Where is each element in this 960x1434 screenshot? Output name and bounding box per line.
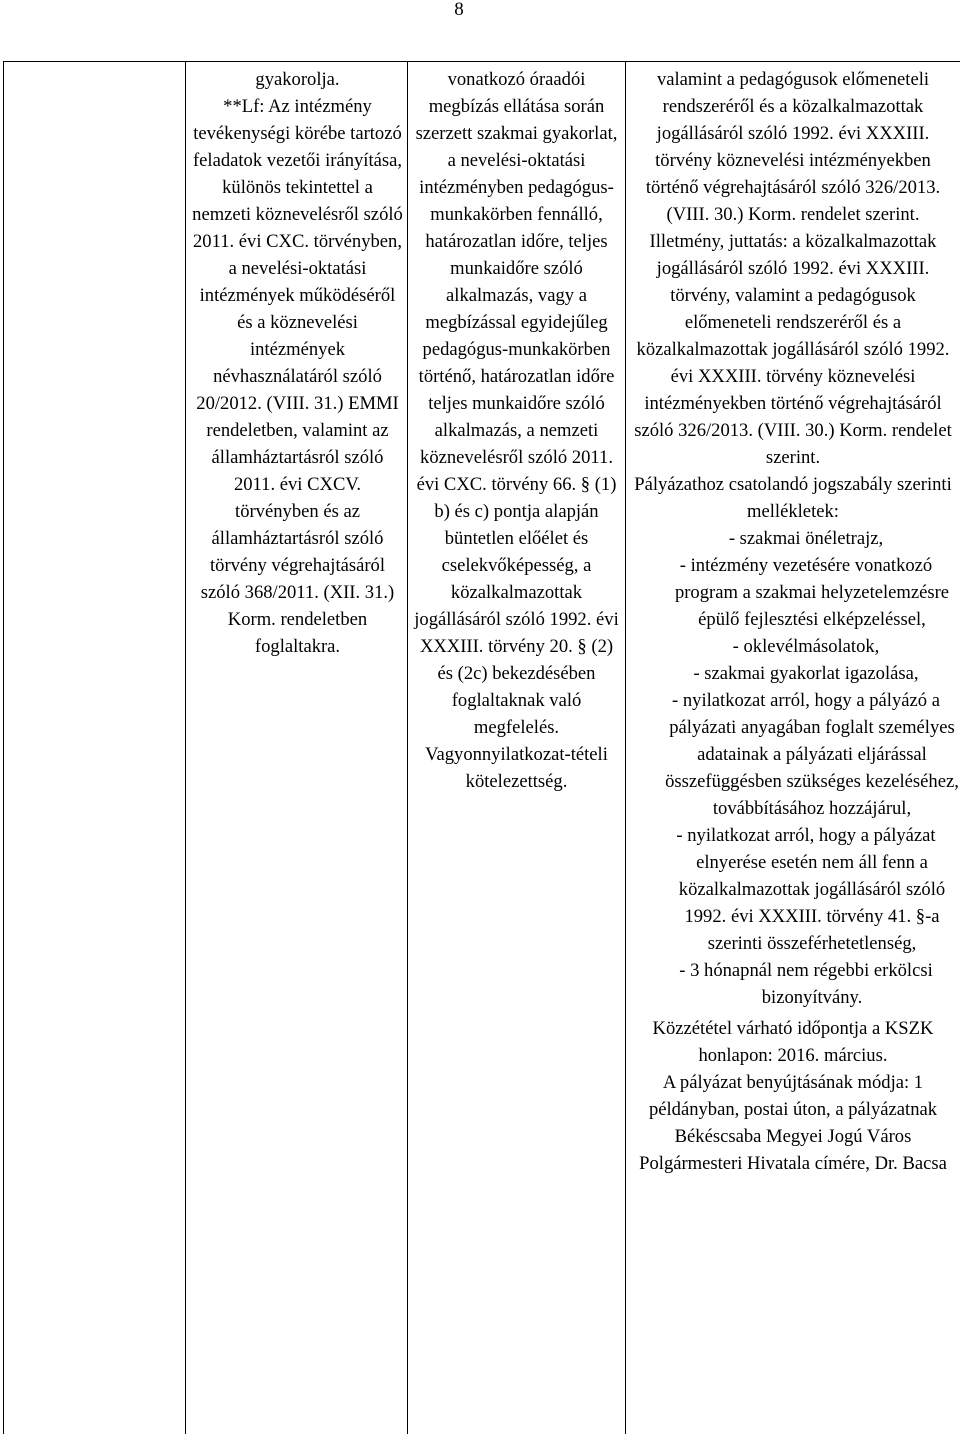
table-cell-requirements xyxy=(408,62,626,1434)
list-item: - szakmai önéletrajz, xyxy=(728,528,884,549)
table-row xyxy=(4,62,960,1434)
list-item: - oklevélmásolatok, xyxy=(732,636,880,657)
attachments-list xyxy=(626,525,960,1011)
list-item: - szakmai gyakorlat igazolása, xyxy=(693,663,919,684)
list-item: - intézmény vezetésére vonatkozó program a szakmai helyzetelemzésre épülő fejlesztési elképzeléssel, xyxy=(674,555,950,630)
table-cell-empty xyxy=(4,62,186,1434)
list-item: - nyilatkozat arról, hogy a pályázó a pályázati anyagában foglalt személyes adatainak a pályázati eljárással összefüggésben szükséges kezeléséhez, továbbításához hozzájárul, xyxy=(665,690,959,819)
page-number: 8 xyxy=(454,0,464,20)
requirements-text: vonatkozó óraadói megbízás ellátása során szerzett szakmai gyakorlat, a nevelési-oktatási intézményben pedagógus-munkakörben fennálló, határozatlan időre, teljes munkaidőre szóló alkalmazás, vagy a megbízással egyidejűleg pedagógus-munkakörben történő, határozatlan időre teljes munkaidőre szóló alkalmazás, a nemzeti köznevelésről szóló 2011. évi CXC. törvény 66. § (1) b) és c) pontja alapján büntetlen előélet és cselekvőképesség, a közalkalmazottak jogállásáról szóló 1992. évi XXXIII. törvény 20. § (2) és (2c) bekezdésében foglaltaknak való megfelelés. Vagyonnyilatkozat-tételi kötelezettség. xyxy=(414,69,619,792)
table-cell-application-details xyxy=(626,62,960,1434)
list-item: - nyilatkozat arról, hogy a pályázat elnyerése esetén nem áll fenn a közalkalmazottak jogállásáról szóló 1992. évi XXXIII. törvény 41. §-a szerinti összeférhetetlenség, xyxy=(676,825,946,954)
application-intro-text: valamint a pedagógusok előmeneteli rendszeréről és a közalkalmazottak jogállásáról szóló 1992. évi XXXIII. törvény köznevelési intézményekben történő végrehajtásáról szóló 326/2013. (VIII. 30.) Korm. rendelet szerint. Illetmény, juttatás: a közalkalmazottak jogállásáról szóló 1992. évi XXXIII. törvény, valamint a pedagógusok előmeneteli rendszeréről és a közalkalmazottak jogállásáról szóló 1992. évi XXXIII. törvény köznevelési intézményekben történő végrehajtásáról szóló 326/2013. (VIII. 30.) Korm. rendelet szerint. Pályázathoz csatolandó jogszabály szerinti mellékletek: xyxy=(634,69,952,522)
list-item: - 3 hónapnál nem régebbi erkölcsi bizonyítvány. xyxy=(679,960,933,1008)
application-outro-text: Közzététel várható időpontja a KSZK honlapon: 2016. március. A pályázat benyújtásának módja: 1 példányban, postai úton, a pályázatnak Békéscsaba Megyei Jogú Város Polgármesteri Hivatala címére, Dr. Bacsa xyxy=(639,1018,947,1174)
table-cell-responsibilities xyxy=(186,62,408,1434)
responsibilities-text: gyakorolja. **Lf: Az intézmény tevékenységi körébe tartozó feladatok vezetői irányítása, különös tekintettel a nemzeti köznevelésről szóló 2011. évi CXC. törvényben, a nevelési-oktatási intézmények működéséről és a köznevelési intézmények névhasználatáról szóló 20/2012. (VIII. 31.) EMMI rendeletben, valamint az államháztartásról szóló 2011. évi CXCV. törvényben és az államháztartásról szóló törvény végrehajtásáról szóló 368/2011. (XII. 31.) Korm. rendeletben foglaltakra. xyxy=(192,69,403,657)
document-table xyxy=(3,61,960,1434)
